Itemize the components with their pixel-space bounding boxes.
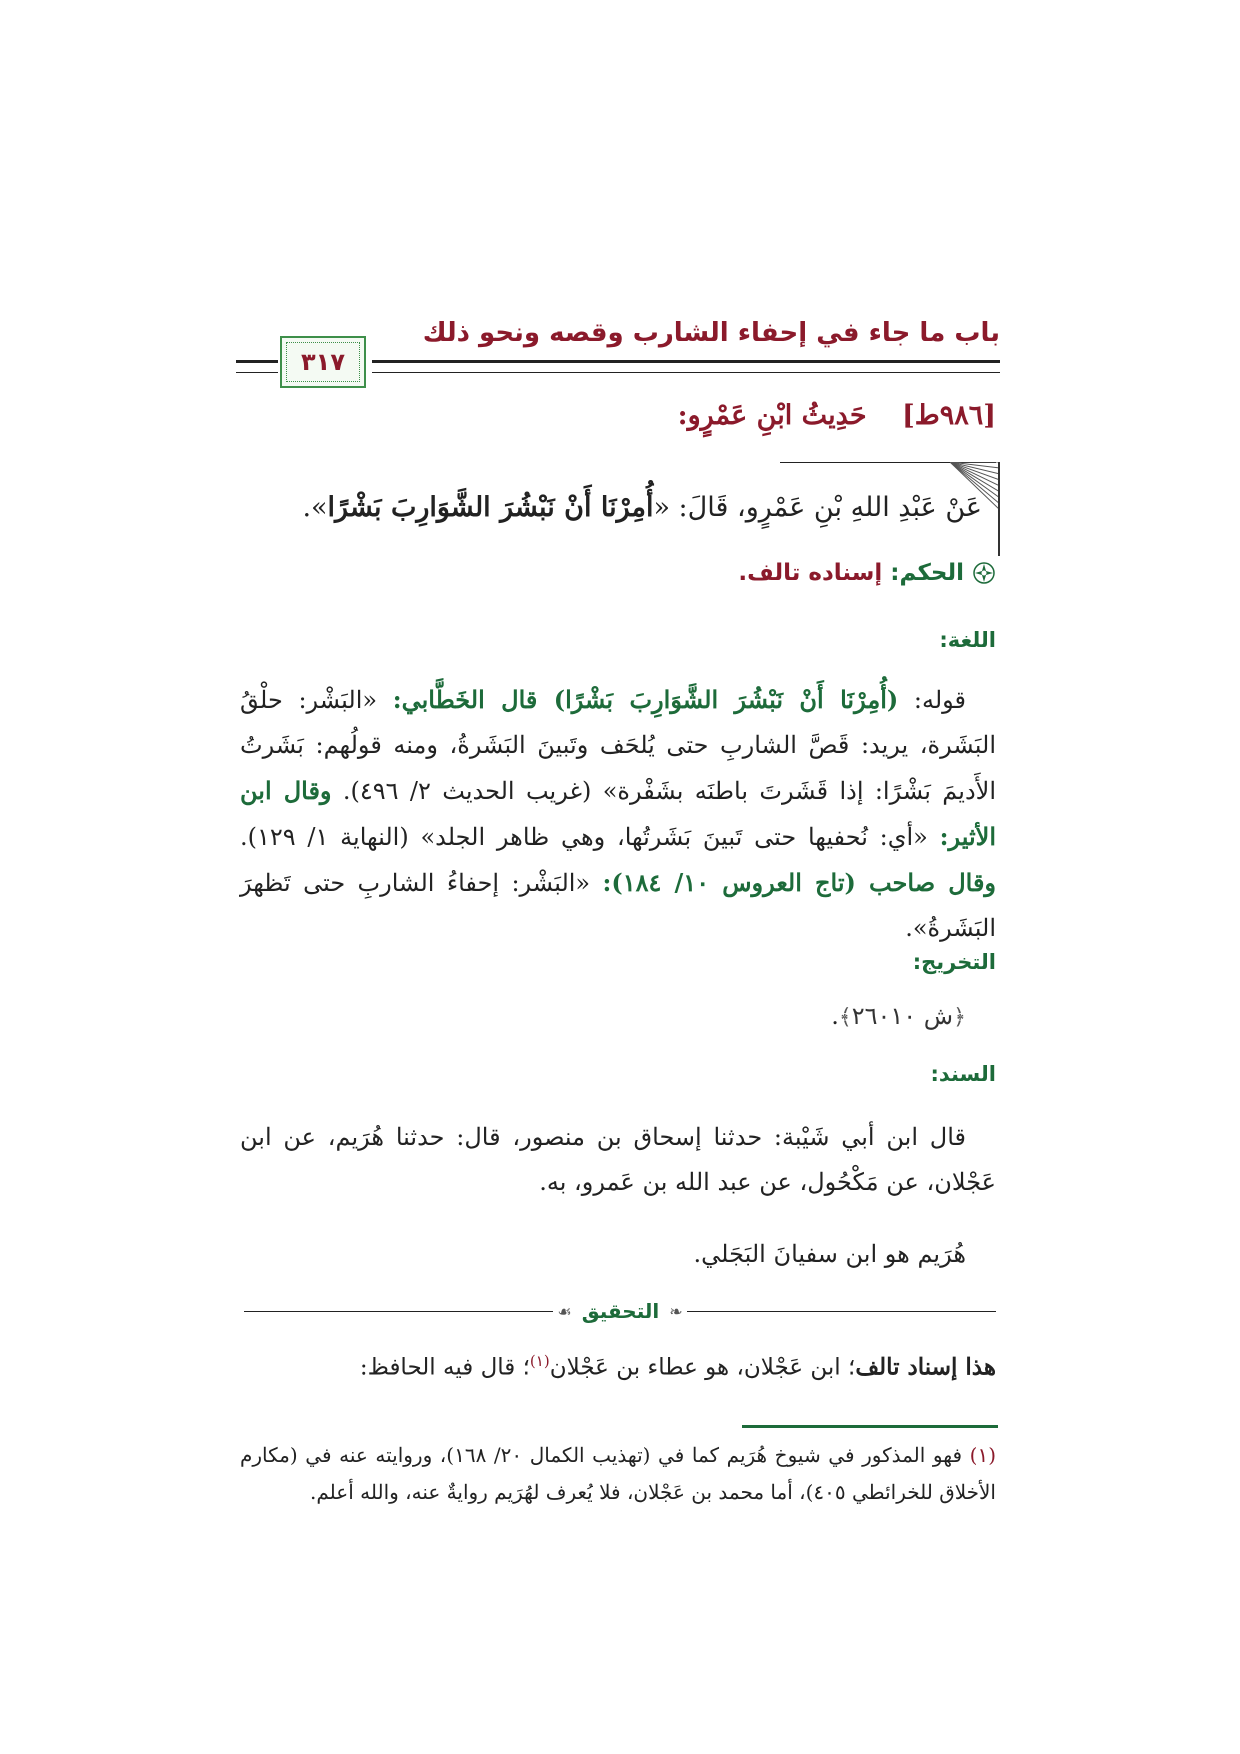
matn-quote: أُمِرْنَا أَنْ نَبْشُرَ الشَّوَارِبَ بَشْرًا (327, 492, 654, 523)
takhrij-line (831, 1002, 966, 1030)
ruling-label: الحكم: (890, 560, 964, 586)
ruling-value: إسناده تالف. (738, 560, 883, 586)
sanad-note: هُرَيم هو ابن سفيانَ البَجَلي. (693, 1240, 966, 1268)
lugha-text: «البَشْر: إحفاءُ الشاربِ حتى تَظهرَ البَشَرةُ». (240, 869, 996, 942)
ruling (738, 560, 996, 586)
takhrij-ref: ش ٢٦٠١٠ (851, 1002, 954, 1030)
tahqiq-line (360, 1352, 996, 1381)
page-number-frame (280, 336, 366, 388)
flower-ornament-icon (972, 561, 996, 585)
tahqiq-text: ؛ ابن عَجْلان، هو عطاء بن عَجْلان (549, 1354, 856, 1381)
lugha-source: وقال ابن الأثير: (240, 776, 997, 851)
matn-end: ». (302, 492, 328, 523)
tahqiq-divider (244, 1296, 996, 1326)
footnote (240, 1437, 996, 1511)
running-header: باب ما جاء في إحفاء الشارب وقصه ونحو ذلك (422, 318, 1000, 348)
footnote-marker[interactable]: (١) (529, 1352, 550, 1370)
lugha-text: قوله: (898, 686, 967, 714)
takhrij-end: . (831, 1002, 839, 1030)
header-rule (372, 360, 1000, 373)
footnote-number: (١) (969, 1443, 996, 1467)
lugha-source: وقال صاحب (تاج العروس ١٠/ ١٨٤): (602, 868, 997, 897)
bracket-close: ﴾ (838, 1005, 852, 1030)
hadith-matn (302, 492, 982, 523)
hadith-title: حَدِيثُ ابْنِ عَمْرٍو: (677, 400, 867, 431)
lugha-text: «أي: نُحفيها حتى تَبينَ بَشَرتُها، وهي ظاهر الجلد» (النهاية ١/ ١٢٩). (240, 823, 940, 851)
hadith-number: [٩٨٦ط] (901, 400, 996, 431)
page-number: ٣١٧ (301, 348, 345, 376)
tahqiq-text: ؛ قال فيه الحافظ: (359, 1354, 530, 1381)
lugha-paragraph (240, 677, 996, 951)
tahqiq-heading: التحقيق (581, 1299, 660, 1323)
hadith-heading (678, 400, 996, 431)
lugha-heading: اللغة: (939, 628, 996, 652)
matn-intro: عَنْ عَبْدِ اللهِ بْنِ عَمْرٍو، قَالَ: « (653, 492, 982, 523)
sanad-paragraph: قال ابن أبي شَيْبة: حدثنا إسحاق بن منصور، قال: حدثنا هُرَيم، عن ابن عَجْلان، عن مَكْحُول، عن عبد الله بن عَمرو، به. (240, 1123, 996, 1196)
ornament-icon: ☙ (557, 1301, 572, 1321)
ornament-icon: ❧ (669, 1301, 683, 1321)
takhrij-heading: التخريج: (912, 950, 996, 974)
bracket-open: ﴿ (953, 1005, 966, 1030)
tahqiq-lead: هذا إسناد تالف (855, 1353, 996, 1381)
lugha-quote: (أُمِرْنَا أَنْ نَبْشُرَ الشَّوَارِبَ بَشْرًا) قال الخَطَّابي: (392, 685, 899, 714)
lugha-text: «البَشْر: حلْقُ البَشَرة، يريد: قَصَّ الشاربِ حتى يُلحَف وتَبينَ البَشَرةُ، ومنه قولُهم: بَشَرتُ الأَديمَ بَشْرًا: إذا قَشَرتَ باطنَه بشَفْرة» (غريب الحديث ٢/ ٤٩٦). (240, 686, 997, 805)
header-rule-left (236, 360, 278, 373)
footnote-rule (742, 1425, 998, 1428)
sanad-heading: السند: (930, 1062, 996, 1086)
footnote-text: فهو المذكور في شيوخ هُرَيم كما في (تهذيب الكمال ٢٠/ ١٦٨)، وروايته عنه في (مكارم الأخلاق للخرائطي ٤٠٥)، أما محمد بن عَجْلان، فلا يُعرف لهُرَيم روايةٌ عنه، والله أعلم. (240, 1443, 996, 1504)
